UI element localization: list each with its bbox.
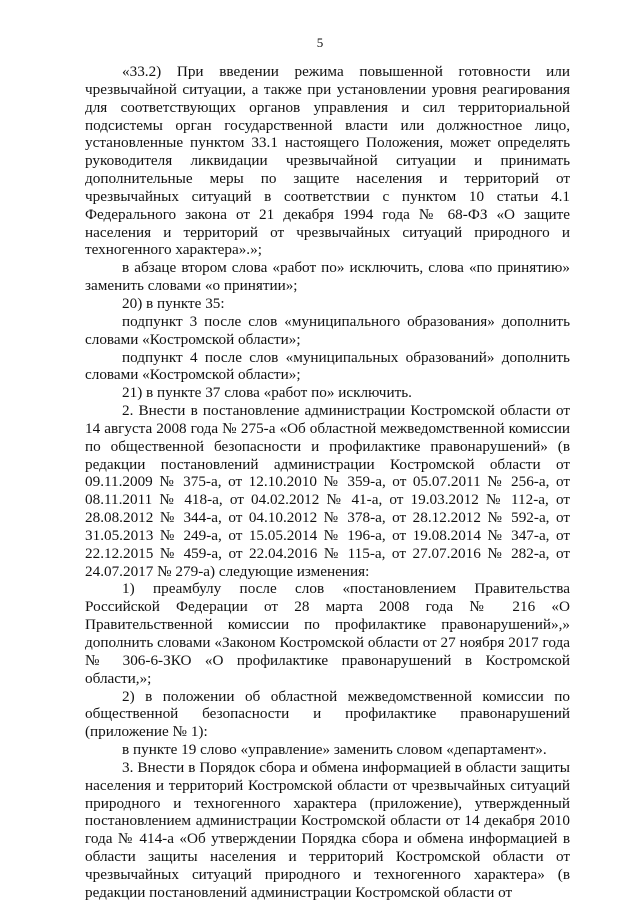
page-number: 5 bbox=[316, 35, 324, 50]
paragraph-section-3: 3. Внести в Порядок сбора и обмена информацией в области защиты населения и территорий Костромской области от чрезвычайных ситуаций природного и техногенного характера (приложение), утвержденный постановлением администрации Костромской области от 14 декабря 2010 года № 414-а «Об утверждении Порядка сбора и обмена информацией в области защиты населения и территорий Костромской области от чрезвычайных ситуаций природного и техногенного характера» (в редакции постановлений администрации Костромской области от bbox=[85, 758, 570, 901]
paragraph-item-19: в пункте 19 слово «управление» заменить словом «департамент». bbox=[122, 741, 547, 759]
paragraph-item-20: 20) в пункте 35: bbox=[122, 294, 225, 312]
paragraph-commission-regulation: 2) в положении об областной межведомственной комиссии по общественной безопасности и профилактике правонарушений (приложение № 1): bbox=[85, 687, 570, 741]
paragraph-preamble-change: 1) преамбулу после слов «постановлением Правительства Российской Федерации от 28 марта 2008 года № 216 «О Правительственной комиссии по профилактике правонарушений»,» дополнить словами «Законом Костромской области от 27 ноября 2017 года № 306-6-ЗКО «О профилактике правонарушений в Костромской области,»; bbox=[85, 580, 570, 687]
paragraph-33-2: «33.2) При введении режима повышенной готовности или чрезвычайной ситуации, а также при установлении уровня реагирования для соответствующих органов управления и сил территориальной подсистемы орган государственной власти или должностное лицо, установленные пунктом 33.1 настоящего Положения, может определять руководителя ликвидации чрезвычайной ситуации и принимать дополнительные меры по защите населения и территорий от чрезвычайных ситуаций в соответствии с пунктом 10 статьи 4.1 Федерального закона от 21 декабря 1994 года № 68-ФЗ «О защите населения и территорий от чрезвычайных ситуаций природного и техногенного характера».»; bbox=[85, 63, 570, 259]
paragraph-item-21: 21) в пункте 37 слова «работ по» исключить. bbox=[122, 384, 412, 402]
document-body bbox=[85, 63, 570, 902]
paragraph-subitem-3: подпункт 3 после слов «муниципального образования» дополнить словами «Костромской области»; bbox=[85, 312, 570, 348]
paragraph-section-2: 2. Внести в постановление администрации Костромской области от 14 августа 2008 года № 275-а «Об областной межведомственной комиссии по общественной безопасности и профилактике правонарушений» (в редакции постановлений администрации Костромской области от 09.11.2009 № 375-а, от 12.10.2010 № 359-а, от 05.07.2011 № 256-а, от 08.11.2011 № 418-а, от 04.02.2012 № 41-а, от 19.03.2012 № 112-а, от 28.08.2012 № 344-а, от 04.10.2012 № 378-а, от 28.12.2012 № 592-а, от 31.05.2013 № 249-а, от 15.05.2014 № 196-а, от 19.08.2014 № 347-а, от 22.12.2015 № 459-а, от 22.04.2016 № 115-а, от 27.07.2016 № 282-а, от 24.07.2017 № 279-а) следующие изменения: bbox=[85, 402, 570, 580]
paragraph-subitem-4: подпункт 4 после слов «муниципальных образований» дополнить словами «Костромской области»; bbox=[85, 348, 570, 384]
paragraph-abzac-vtoroy: в абзаце втором слова «работ по» исключить, слова «по принятию» заменить словами «о принятии»; bbox=[85, 259, 570, 295]
